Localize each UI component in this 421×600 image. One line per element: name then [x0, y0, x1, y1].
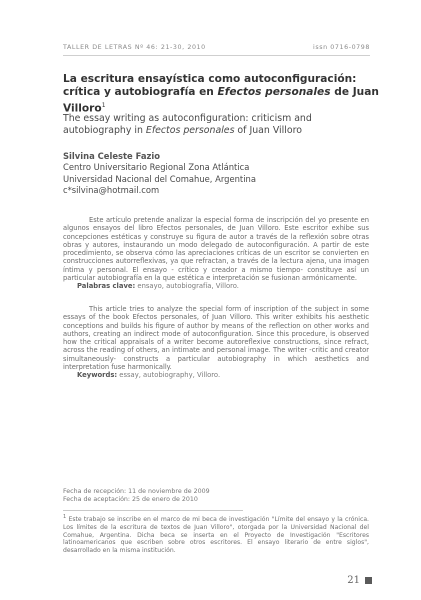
affiliation-university: Universidad Nacional del Comahue, Argentina: [63, 173, 256, 184]
affiliation-center: Centro Universitario Regional Zona Atlántica: [63, 162, 250, 173]
footnote-marker: 1: [101, 102, 106, 110]
received-date: Fecha de recepción: 11 de noviembre de 2009: [63, 488, 210, 495]
submission-dates: [63, 488, 383, 504]
journal-citation: TALLER DE LETRAS Nº 46: 21-30, 2010: [63, 43, 206, 51]
footnote-divider: [63, 510, 243, 511]
author-email: c*silvina@hotmail.com: [63, 185, 160, 196]
author-name: Silvina Celeste Fazio: [63, 151, 160, 161]
abstract-text: This article tries to analyze the special form of inscription of the subject in some essays of the book Efectos personales, of Juan Villoro. This writer exhibits his aesthetic conceptions and builds his figure of author by means of the reflection on other works and authors, creating an indirect mode of autoconfiguration. Since this procedure, is observed how the critical appraisals of a writer become autoreflexive constructions, since refract, across the reading of others, an intimate and personal image. The writer -critic and creator simultaneously- constructs a particular autobiography in which aesthetics and interpretation fuse harmonically.: [63, 305, 369, 372]
article-title: La escritura ensayística como autoconfiguración: crítica y autobiografía en Efectos personales de Juan Villoro$^1$: [63, 73, 379, 115]
running-header: [63, 41, 370, 53]
keywords-line: Palabras clave: ensayo, autobiografía, Villoro.: [77, 282, 239, 291]
abstract-spanish: [63, 216, 369, 291]
footnote: $^1$ Este trabajo se inscribe en el marco de mi beca de investigación "Límite del ensayo y la crónica. Los límites de la escritura de textos de Juan Villoro", otorgada por la Universidad Nacional del Comahue, Argentina. Dicha beca se inserta en el Proyecto de Investigación "Escritores latinoamericanos que escriben sobre otros escritores. El ensayo literario de entre siglos", desarrollado en la misma institución.: [63, 514, 369, 555]
keywords-line: Keywords: essay, autobiography, Villoro.: [77, 371, 221, 380]
issn: issn 0716-0798: [312, 43, 370, 51]
article-subtitle: The essay writing as autoconfiguration: criticism and autobiography in Efectos personales of Juan Villoro: [63, 113, 312, 137]
author-block: [63, 151, 383, 197]
page-number: 21: [332, 573, 372, 587]
accepted-date: Fecha de aceptación: 25 de enero de 2010: [63, 496, 198, 504]
abstract-english: [63, 305, 369, 380]
header-divider: [63, 55, 370, 56]
abstract-text: Este artículo pretende analizar la especial forma de inscripción del yo presente en algunos ensayos del libro Efectos personales, de Juan Villoro. Este escritor exhibe sus concepciones estéticas y construye su figura de autor a través de la reflexión sobre otras obras y autores, instaurando un modo delegado de autoconfiguración. A partir de este procedimiento, se observa cómo las apreciaciones críticas de un escritor se convierten en construcciones autorreflexivas, ya que refractan, a través de la lectura ajena, una imagen íntima y personal. El ensayo - crítico y creador a mismo tiempo- constituye así un particular autobiografía en la que estética e interpretación se fusionan armónicamente.: [63, 216, 369, 283]
square-marker-icon: [365, 577, 372, 584]
